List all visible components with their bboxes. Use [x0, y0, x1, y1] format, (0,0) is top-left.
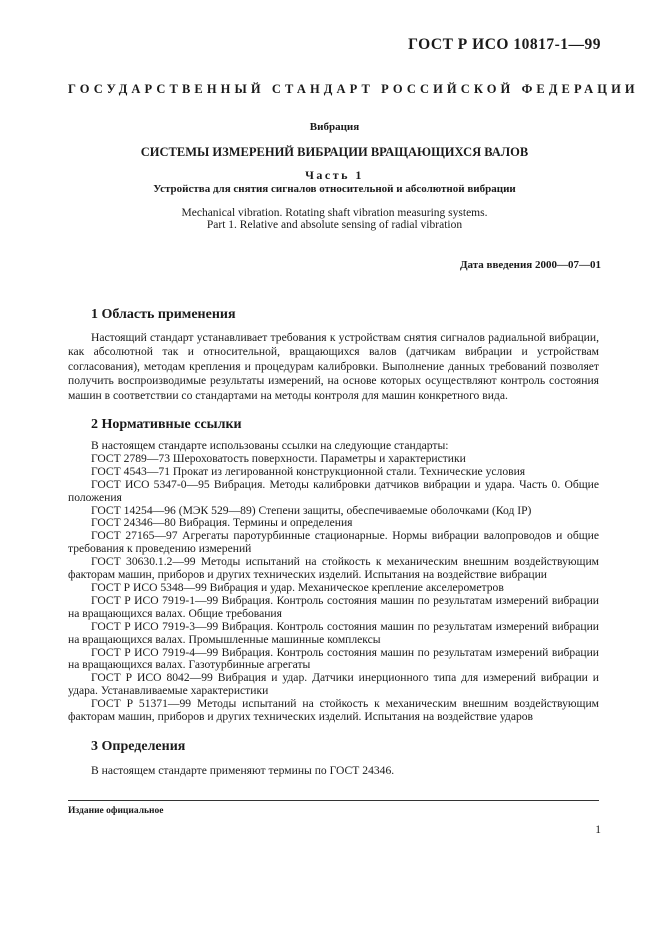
- reference-item: ГОСТ 30630.1.2—99 Методы испытаний на стойкость к механическим внешним воздействующим факторам машин, приборов и других технических изделий. Испытания на воздействие вибрации: [68, 555, 599, 582]
- reference-item: ГОСТ Р 51371—99 Методы испытаний на стойкость к механическим внешним воздействующим факторам машин, приборов и других технических изделий. Испытания на воздействие ударов: [68, 697, 599, 724]
- footer-divider: [68, 800, 599, 801]
- official-edition-note: Издание официальное: [68, 806, 164, 816]
- section-1-text: Настоящий стандарт устанавливает требования к устройствам снятия сигналов радиальной вибрации, как абсолютной так и относительной, вращающихся валов (датчикам вибрации и устройствам согласования), методам крепления и процедурам калибровки. Выполнение данных требований позволяет получить воспроизводимые результаты измерений, на основе которых осуществляют контроль состояния машин в соответствии со стандартами на методы контроля для машин конкретного вида.: [68, 331, 599, 402]
- reference-item: ГОСТ 24346—80 Вибрация. Термины и определения: [91, 516, 353, 530]
- reference-item: ГОСТ 4543—71 Прокат из легированной конструкционной стали. Технические условия: [91, 464, 526, 478]
- introduction-date: Дата введения 2000—07—01: [459, 259, 601, 271]
- reference-item: ГОСТ 27165—97 Агрегаты паротурбинные стационарные. Нормы вибрации валопроводов и общие требования к проведению измерений: [68, 529, 599, 556]
- document-code: ГОСТ Р ИСО 10817-1—99: [408, 36, 601, 53]
- normative-references-list: [68, 440, 599, 724]
- section-3-heading: 3 Определения: [91, 739, 186, 754]
- section-3-text: В настоящем стандарте применяют термины по ГОСТ 24346.: [91, 764, 395, 777]
- english-title-line-2: Part 1. Relative and absolute sensing of radial vibration: [206, 219, 463, 231]
- reference-item: ГОСТ Р ИСО 7919-4—99 Вибрация. Контроль состояния машин по результатам измерений вибрации на вращающихся валах. Газотурбинные агрегаты: [68, 645, 599, 672]
- reference-item: ГОСТ Р ИСО 5348—99 Вибрация и удар. Механическое крепление акселерометров: [91, 580, 504, 594]
- reference-item: ГОСТ 14254—96 (МЭК 529—89) Степени защиты, обеспечиваемые оболочками (Код IP): [91, 503, 532, 517]
- reference-item: ГОСТ 2789—73 Шероховатость поверхности. Параметры и характеристики: [91, 451, 466, 465]
- section-1-heading: 1 Область применения: [91, 307, 236, 322]
- reference-item: ГОСТ Р ИСО 7919-1—99 Вибрация. Контроль состояния машин по результатам измерений вибрации на вращающихся валах. Общие требования: [68, 593, 599, 620]
- part-title: Часть 1: [305, 168, 364, 182]
- reference-item: ГОСТ ИСО 5347-0—95 Вибрация. Методы калибровки датчиков вибрации и удара. Часть 0. Общие положения: [68, 477, 599, 504]
- subtitle: Устройства для снятия сигналов относительной и абсолютной вибрации: [153, 183, 516, 195]
- state-standard-banner: ГОСУДАРСТВЕННЫЙ СТАНДАРТ РОССИЙСКОЙ ФЕДЕРАЦИИ: [68, 82, 639, 96]
- main-title: СИСТЕМЫ ИЗМЕРЕНИЙ ВИБРАЦИИ ВРАЩАЮЩИХСЯ ВАЛОВ: [140, 145, 529, 159]
- reference-item: ГОСТ Р ИСО 8042—99 Вибрация и удар. Датчики инерционного типа для измерений вибрации и удара. Устанавливаемые характеристики: [68, 671, 599, 698]
- reference-item: ГОСТ Р ИСО 7919-3—99 Вибрация. Контроль состояния машин по результатам измерений вибрации на вращающихся валах. Промышленные машинные комплексы: [68, 619, 599, 646]
- section-2-heading: 2 Нормативные ссылки: [91, 417, 242, 432]
- topic-title: Вибрация: [309, 121, 360, 133]
- page-number: 1: [595, 824, 601, 836]
- english-title-line-1: Mechanical vibration. Rotating shaft vibration measuring systems.: [181, 207, 488, 219]
- references-intro: В настоящем стандарте использованы ссылки на следующие стандарты:: [91, 439, 449, 452]
